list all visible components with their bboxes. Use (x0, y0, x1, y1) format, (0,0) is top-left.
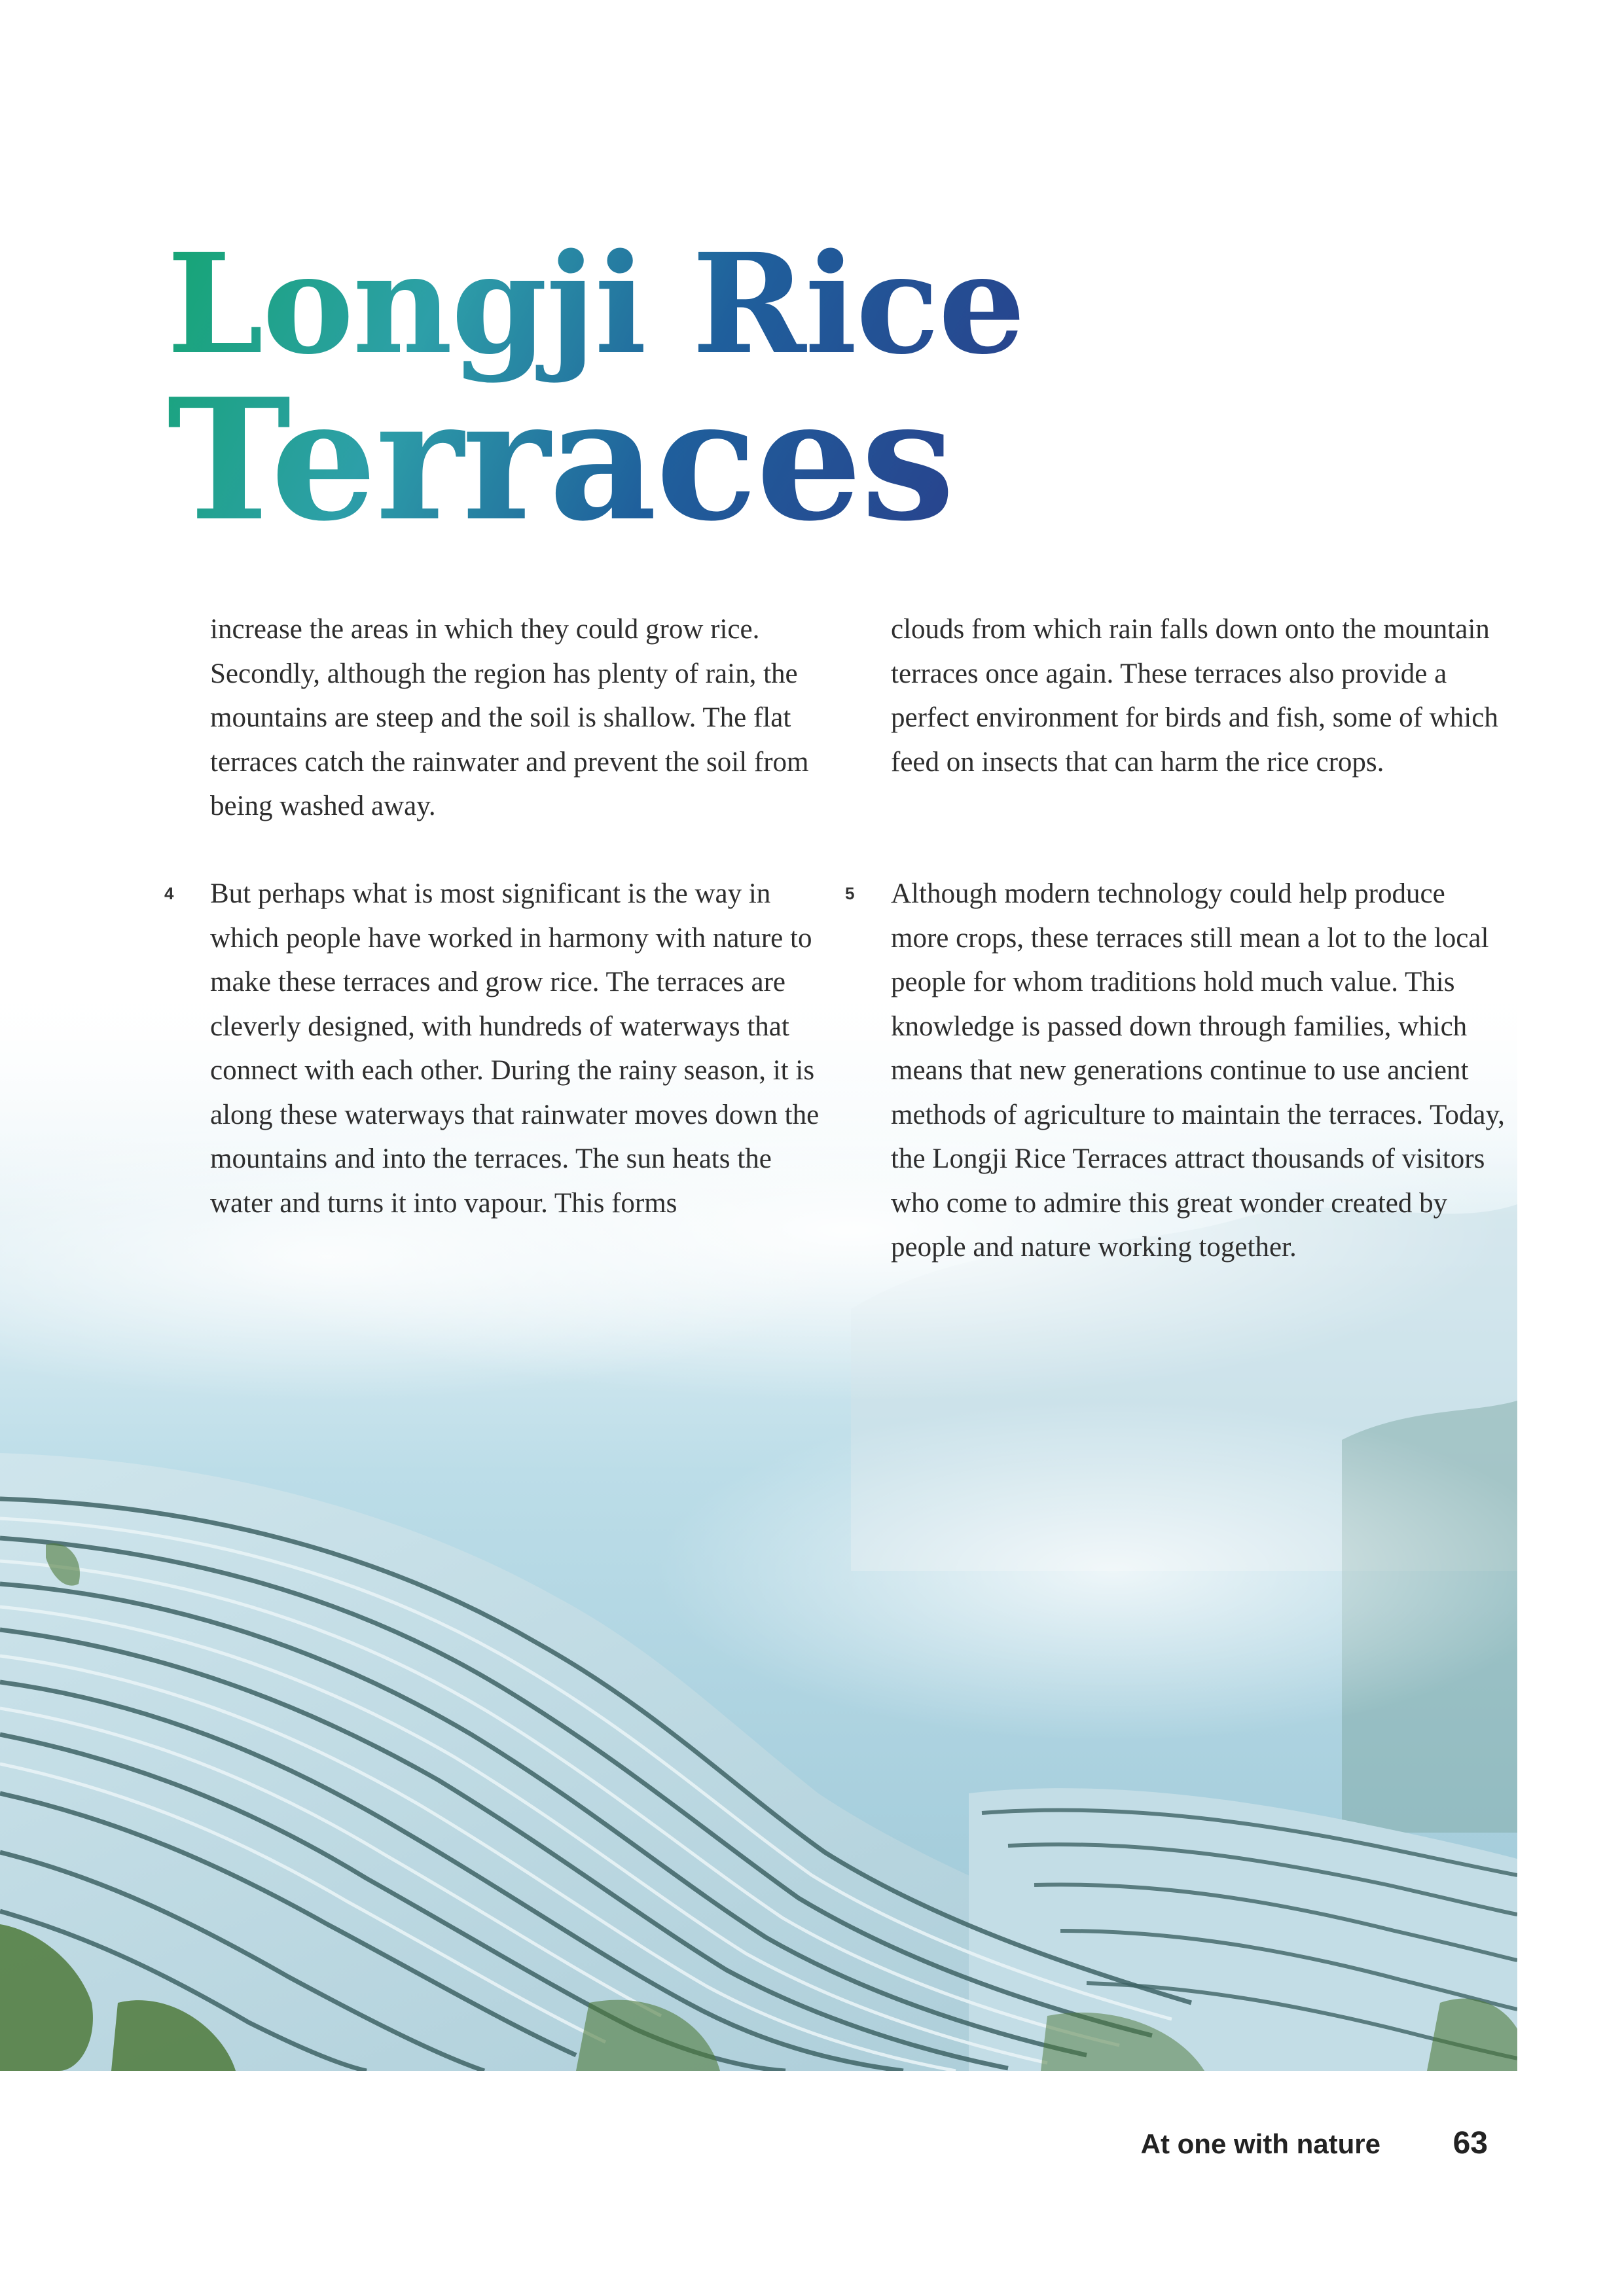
paragraph-4 (164, 872, 825, 1225)
left-paragraph-continued (210, 607, 825, 829)
footer-section-title: At one with nature (1140, 2128, 1380, 2159)
paragraph-text: But perhaps what is most significant is the way in which people have worked in harmony with nature to make these terraces and grow rice. The terraces are cleverly designed, with hundreds of waterways that connect with each other. During the rainy season, it is along these waterways that rainwater moves down the mountains and into the terraces. The sun heats the water and turns it into vapour. This forms (210, 878, 820, 1219)
page-number: 63 (1453, 2126, 1488, 2161)
title-line-1: Longji Rice (167, 223, 1024, 385)
paragraph-text: clouds from which rain falls down onto the mountain terraces once again. These terraces also provide a perfect environment for birds and fish, some of which feed on insects that can harm the rice crops. (891, 614, 1498, 778)
paragraph-text: Although modern technology could help produce more crops, these terraces still mean a lot to the local people for whom traditions hold much value. This knowledge is passed down through families, which means that new generations continue to use ancient methods of agriculture to maintain the terraces. Today, the Longji Rice Terraces attract thousands of visitors who come to admire this great wonder created by people and nature working together. (891, 878, 1505, 1263)
right-paragraph-continued (891, 607, 1506, 784)
paragraph-text: increase the areas in which they could grow rice. Secondly, although the region has plenty of rain, the mountains are steep and the soil is shallow. The flat terraces catch the rainwater and prevent the soil from being washed away. (210, 614, 809, 821)
paragraph-5 (845, 872, 1506, 1270)
paragraph-number: 5 (845, 884, 855, 903)
article-title (167, 223, 1024, 558)
title-line-2: Terraces (167, 363, 954, 558)
paragraph-number: 4 (164, 884, 174, 903)
